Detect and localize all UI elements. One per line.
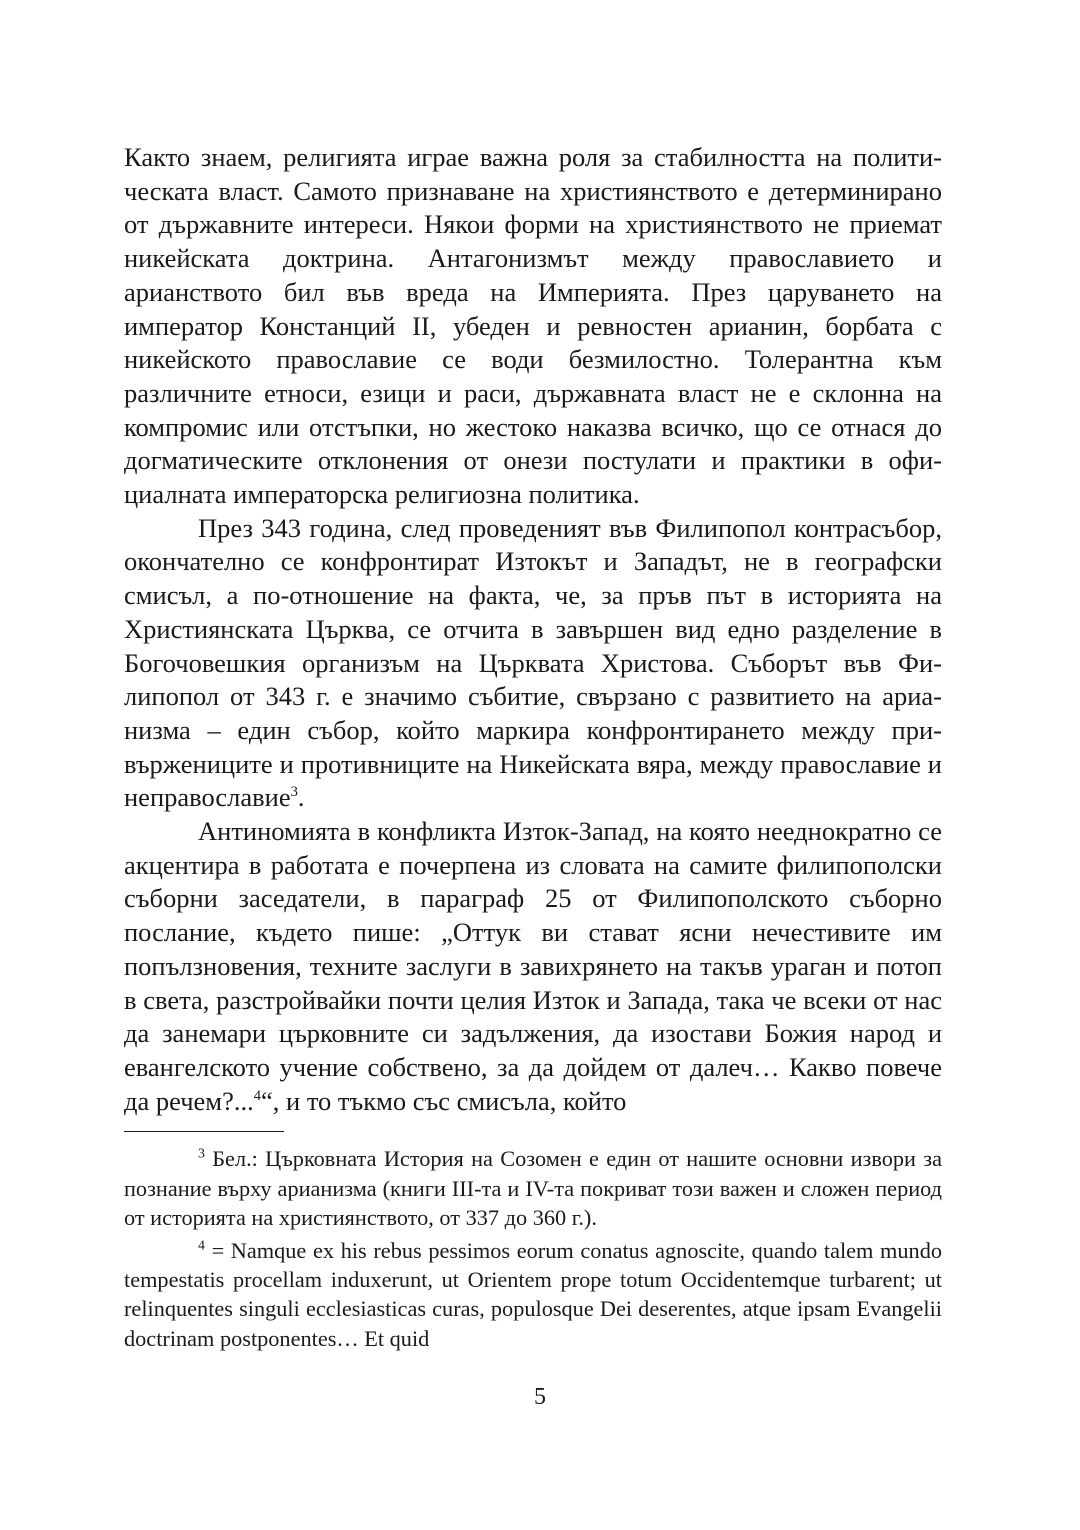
footnote-3 <box>124 1144 942 1232</box>
paragraph-3-text: Антиномията в конфликта Изток-Запад, на която нееднократно се акцентира в работата е почерпена из словата на самите филипополски съборни заседатели, в параграф 25 от Филипополското съборно послание, където пише: „Оттук ви стават ясни нечестивите им попълзновения, техните заслуги в завихрянето на такъв ураган и потоп в света, разстройвайки почти целия Изток и Запада, така че всеки от нас да занемари църковните си задължения, да изостави Божия народ и евангелското учение собствено, за да дойдем от далеч… Какво повече да речем?... <box>124 816 942 1116</box>
footnotes <box>124 1144 942 1353</box>
footnote-ref-4[interactable]: 4 <box>253 1087 261 1104</box>
footnote-marker-3: 3 <box>198 1145 205 1161</box>
page-content <box>124 141 942 1356</box>
footnote-separator <box>124 1131 284 1132</box>
paragraph-2-text: През 343 година, след проведеният във Филипопол контрасъбор, окончателно се конфронтират Изтокът и Западът, не в географски смисъл, а по-отношение на факта, че, за пръв път в историята на Християнската Църква, се отчита в завършен вид едно разделение в Богочовешкия организъм на Църквата Христова. Съборът във Филипопол от 343 г. е значимо събитие, свързано с развитието на арианизма – един събор, който маркира конфронтирането между привържениците и противниците на Никейската вяра, между православие и неправославие <box>124 512 942 813</box>
footnote-4 <box>124 1236 942 1354</box>
footnote-ref-3[interactable]: 3 <box>290 784 298 801</box>
paragraph-1-text: Както знаем, религията играе важна роля за стабилността на политическата власт. Самото признаване на християнството е детерминирано от държавните интереси. Някои форми на християнството не приемат никейската доктрина. Антагонизмът между православието и арианството бил във вреда на Империята. През царуването на император Констанций II, убеден и ревностен арианин, борбата с никейското православие се води безмилостно. Толерантна към различните етноси, езици и раси, държавната власт не е склонна на компромис или отстъпки, но жестоко наказва всичко, що се отнася до догматическите отклонения от онези постулати и практики в официалната императорска религиозна политика. <box>124 142 942 510</box>
body-text <box>124 141 942 1118</box>
paragraph-2-tail: . <box>297 782 305 813</box>
footnote-4-text: = Namque ex his rebus pessimos eorum conatus agnoscite, quando talem mundo tempestatis procellam induxerunt, ut Orientem prope totum Occidentemque turbarent; ut relinquentes singuli ecclesiasticas curas, populosque Dei deserentes, atque ipsam Evangelii doctrinam postponentes… Et quid <box>124 1237 942 1351</box>
footnote-marker-4: 4 <box>198 1237 205 1253</box>
paragraph-3 <box>124 815 942 1118</box>
page-number: 5 <box>534 1384 546 1410</box>
paragraph-1 <box>124 141 942 512</box>
paragraph-3-tail: “, и то тъкмо със смисъла, който <box>261 1085 627 1116</box>
footnote-3-text: Бел.: Църковната История на Созомен е един от нашите основни извори за познание върху арианизма (книги III-та и IV-та покриват този важен и сложен период от историята на християнството, от 337 до 360 г.). <box>124 1146 942 1231</box>
paragraph-2 <box>124 512 942 815</box>
